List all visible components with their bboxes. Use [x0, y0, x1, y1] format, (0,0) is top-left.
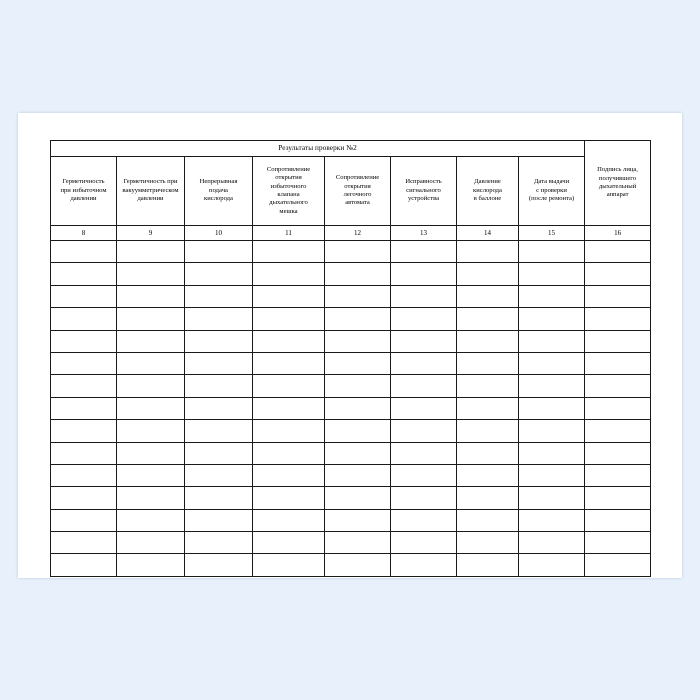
table-header-row	[51, 157, 651, 226]
table-cell[interactable]	[185, 308, 253, 330]
column-header-10	[185, 157, 253, 226]
table-cell[interactable]	[51, 285, 117, 307]
table-cell[interactable]	[519, 397, 585, 419]
table-row	[51, 554, 651, 576]
table-cell[interactable]	[51, 308, 117, 330]
table-cell[interactable]	[117, 330, 185, 352]
table-cell[interactable]	[325, 375, 391, 397]
column-header-line: устройства	[407, 195, 440, 203]
table-cell[interactable]	[519, 509, 585, 531]
column-header-line: мешка	[279, 207, 298, 215]
column-header-15	[519, 157, 585, 226]
table-cell[interactable]	[117, 285, 185, 307]
table-cell[interactable]	[253, 442, 325, 464]
table-cell[interactable]	[117, 532, 185, 554]
table-cell[interactable]	[519, 263, 585, 285]
table-cell[interactable]	[585, 532, 651, 554]
column-header-line: давлении	[137, 195, 164, 203]
table-cell[interactable]	[117, 308, 185, 330]
column-header-line: дыхательный	[598, 183, 637, 190]
table-cell[interactable]	[585, 509, 651, 531]
table-title-cell: Результаты проверки №2	[51, 141, 585, 157]
table-cell[interactable]	[391, 442, 457, 464]
table-row	[51, 442, 651, 464]
table-cell[interactable]	[457, 241, 519, 263]
table-cell[interactable]	[585, 263, 651, 285]
table-cell[interactable]	[585, 330, 651, 352]
table-cell[interactable]	[117, 375, 185, 397]
inspection-results-table	[50, 140, 651, 577]
table-cell[interactable]	[51, 442, 117, 464]
table-cell[interactable]	[391, 487, 457, 509]
table-cell[interactable]	[117, 397, 185, 419]
table-cell[interactable]	[391, 397, 457, 419]
column-header-9	[117, 157, 185, 226]
table-cell[interactable]	[253, 509, 325, 531]
table-cell[interactable]	[391, 308, 457, 330]
table-cell[interactable]	[457, 308, 519, 330]
table-cell[interactable]	[185, 464, 253, 486]
table-cell[interactable]	[51, 263, 117, 285]
column-header-line: Давление	[474, 178, 501, 186]
table-cell[interactable]	[457, 330, 519, 352]
table-cell[interactable]	[519, 375, 585, 397]
table-cell[interactable]	[117, 554, 185, 576]
table-cell[interactable]	[117, 352, 185, 374]
table-cell[interactable]	[325, 487, 391, 509]
table-cell[interactable]	[457, 554, 519, 576]
column-header-line: Сопротивление	[335, 174, 380, 182]
column-header-line: легочного	[343, 191, 372, 198]
table-cell[interactable]	[253, 487, 325, 509]
table-row	[51, 352, 651, 374]
table-cell[interactable]	[185, 375, 253, 397]
table-row	[51, 330, 651, 352]
table-cell[interactable]	[325, 397, 391, 419]
table-cell[interactable]	[585, 352, 651, 374]
table-cell[interactable]	[391, 352, 457, 374]
column-header-line: сигнального	[406, 186, 441, 194]
table-cell[interactable]	[51, 554, 117, 576]
table-cell[interactable]	[585, 375, 651, 397]
column-header-line: Герметичность при	[123, 178, 178, 186]
table-cell[interactable]	[519, 420, 585, 442]
table-row	[51, 241, 651, 263]
table-cell[interactable]	[185, 352, 253, 374]
table-cell[interactable]	[391, 285, 457, 307]
table-cell[interactable]	[585, 285, 651, 307]
table-cell[interactable]	[185, 554, 253, 576]
table-cell[interactable]	[391, 241, 457, 263]
table-cell[interactable]	[117, 464, 185, 486]
table-cell[interactable]	[391, 330, 457, 352]
column-header-11	[253, 157, 325, 226]
table-row	[51, 375, 651, 397]
table-cell[interactable]	[51, 420, 117, 442]
table-cell[interactable]	[117, 509, 185, 531]
table-cell[interactable]	[391, 509, 457, 531]
column-number-cell: 10	[185, 226, 253, 241]
table-row	[51, 487, 651, 509]
column-header-line: давлении	[70, 195, 97, 203]
table-cell[interactable]	[325, 330, 391, 352]
table-cell[interactable]	[185, 241, 253, 263]
table-cell[interactable]	[51, 241, 117, 263]
table-cell[interactable]	[391, 375, 457, 397]
table-cell[interactable]	[585, 308, 651, 330]
table-cell[interactable]	[325, 241, 391, 263]
document-sheet	[18, 113, 682, 578]
column-header-line: (после ремонта)	[528, 195, 575, 203]
table-title-row	[51, 141, 651, 157]
column-header-line: аппарат	[606, 191, 629, 199]
table-cell[interactable]	[117, 487, 185, 509]
table-cell[interactable]	[51, 330, 117, 352]
table-cell[interactable]	[253, 352, 325, 374]
table-container	[50, 140, 650, 577]
column-number-cell: 9	[117, 226, 185, 241]
table-cell[interactable]	[51, 352, 117, 374]
table-cell[interactable]	[325, 308, 391, 330]
column-header-line: дыхательного	[269, 199, 308, 207]
table-cell[interactable]	[585, 464, 651, 486]
table-cell[interactable]	[325, 285, 391, 307]
column-header-line: Подпись лица,	[597, 166, 638, 174]
table-cell[interactable]	[391, 420, 457, 442]
column-header-12	[325, 157, 391, 226]
table-cell[interactable]	[585, 241, 651, 263]
table-cell[interactable]	[457, 442, 519, 464]
table-cell[interactable]	[519, 285, 585, 307]
table-row	[51, 509, 651, 531]
table-cell[interactable]	[519, 352, 585, 374]
table-cell[interactable]	[457, 375, 519, 397]
table-cell[interactable]	[51, 464, 117, 486]
table-cell[interactable]	[185, 397, 253, 419]
table-cell[interactable]	[519, 554, 585, 576]
table-cell[interactable]	[457, 420, 519, 442]
column-number-cell: 13	[391, 226, 457, 241]
table-cell[interactable]	[185, 330, 253, 352]
table-row	[51, 397, 651, 419]
column-header-line: клапана	[277, 191, 300, 198]
table-cell[interactable]	[51, 397, 117, 419]
column-number-cell: 11	[253, 226, 325, 241]
table-cell[interactable]	[185, 509, 253, 531]
table-cell[interactable]	[325, 263, 391, 285]
table-row	[51, 263, 651, 285]
column-number-cell: 14	[457, 226, 519, 241]
table-cell[interactable]	[185, 420, 253, 442]
table-cell[interactable]	[457, 464, 519, 486]
column-header-line: Герметичность	[62, 178, 105, 186]
table-cell[interactable]	[457, 397, 519, 419]
table-cell[interactable]	[585, 397, 651, 419]
table-cell[interactable]	[51, 509, 117, 531]
column-header-line: с проверки	[536, 186, 567, 194]
table-cell[interactable]	[519, 241, 585, 263]
table-cell[interactable]	[253, 308, 325, 330]
table-cell[interactable]	[457, 509, 519, 531]
table-cell[interactable]	[325, 532, 391, 554]
table-cell[interactable]	[253, 375, 325, 397]
column-header-line: открытия	[344, 182, 371, 190]
table-cell[interactable]	[519, 308, 585, 330]
column-header-line: в баллоне	[473, 195, 502, 203]
table-cell[interactable]	[519, 442, 585, 464]
table-row	[51, 285, 651, 307]
column-header-line: подача	[209, 186, 228, 194]
table-cell[interactable]	[117, 241, 185, 263]
table-cell[interactable]	[457, 263, 519, 285]
table-cell[interactable]	[253, 263, 325, 285]
table-cell[interactable]	[117, 263, 185, 285]
table-cell[interactable]	[51, 375, 117, 397]
column-header-line: Дата выдачи	[533, 178, 570, 186]
table-cell[interactable]	[185, 263, 253, 285]
column-header-line: Непрерывная	[199, 178, 238, 186]
table-cell[interactable]	[325, 352, 391, 374]
table-cell[interactable]	[253, 420, 325, 442]
table-cell[interactable]	[253, 285, 325, 307]
column-number-cell: 12	[325, 226, 391, 241]
table-cell[interactable]	[253, 330, 325, 352]
column-number-cell: 8	[51, 226, 117, 241]
table-cell[interactable]	[391, 464, 457, 486]
table-cell[interactable]	[325, 509, 391, 531]
table-cell[interactable]	[51, 487, 117, 509]
column-header-line: получившего	[599, 174, 637, 182]
table-cell[interactable]	[391, 554, 457, 576]
column-header-line: открытия	[275, 174, 302, 182]
table-cell[interactable]	[185, 487, 253, 509]
table-cell[interactable]	[457, 487, 519, 509]
table-cell[interactable]	[253, 464, 325, 486]
column-header-line: избыточного	[270, 182, 307, 190]
table-cell[interactable]	[519, 532, 585, 554]
table-row	[51, 464, 651, 486]
table-cell[interactable]	[325, 442, 391, 464]
table-cell[interactable]	[325, 420, 391, 442]
table-row	[51, 308, 651, 330]
table-cell[interactable]	[585, 442, 651, 464]
table-cell[interactable]	[457, 285, 519, 307]
table-cell[interactable]	[117, 442, 185, 464]
column-header-8	[51, 157, 117, 226]
table-cell[interactable]	[253, 554, 325, 576]
table-cell[interactable]	[391, 532, 457, 554]
table-cell[interactable]	[519, 330, 585, 352]
table-cell[interactable]	[457, 532, 519, 554]
column-header-14	[457, 157, 519, 226]
table-cell[interactable]	[391, 263, 457, 285]
column-number-cell: 15	[519, 226, 585, 241]
table-cell[interactable]	[185, 285, 253, 307]
column-header-line: Исправность	[405, 178, 442, 186]
table-cell[interactable]	[519, 464, 585, 486]
column-header-13	[391, 157, 457, 226]
column-header-line: Сопротивление	[266, 165, 311, 173]
table-cell[interactable]	[457, 352, 519, 374]
column-header-line: вакуумметрическом	[122, 186, 179, 194]
table-cell[interactable]	[585, 554, 651, 576]
table-cell[interactable]	[585, 420, 651, 442]
table-row	[51, 532, 651, 554]
table-cell[interactable]	[519, 487, 585, 509]
column-number-row	[51, 226, 651, 241]
table-cell[interactable]	[325, 554, 391, 576]
column-number-cell: 16	[585, 226, 651, 241]
table-cell[interactable]	[51, 532, 117, 554]
table-row	[51, 420, 651, 442]
table-cell[interactable]	[325, 464, 391, 486]
table-cell[interactable]	[185, 532, 253, 554]
table-cell[interactable]	[185, 442, 253, 464]
table-cell[interactable]	[117, 420, 185, 442]
table-cell[interactable]	[253, 241, 325, 263]
column-header-line: кислорода	[473, 186, 502, 194]
table-cell[interactable]	[253, 397, 325, 419]
column-header-line: при избыточном	[60, 186, 107, 194]
table-cell[interactable]	[585, 487, 651, 509]
column-header-16	[585, 141, 651, 226]
column-header-line: кислорода	[204, 195, 233, 203]
column-header-line: автомата	[345, 199, 370, 207]
table-cell[interactable]	[253, 532, 325, 554]
